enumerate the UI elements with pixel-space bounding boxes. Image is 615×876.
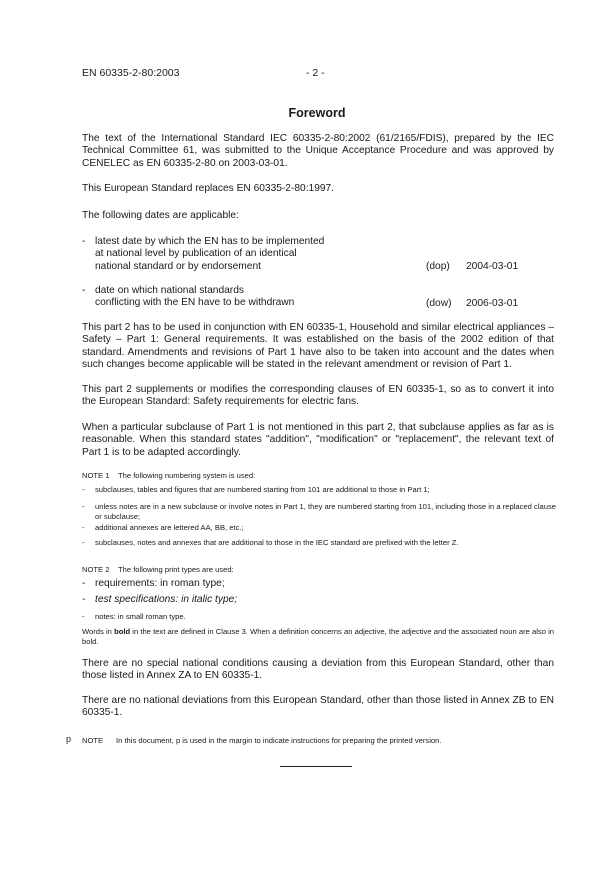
list-dash: - <box>82 612 85 621</box>
note1-item <box>82 485 556 495</box>
paragraph-national-deviations <box>82 695 554 720</box>
paragraph-subclause <box>82 422 554 459</box>
print-type-text: test specifications: in italic type; <box>95 594 238 605</box>
paragraph-text: The text of the International Standard IEC 60335-2-80:2002 (61/2165/FDIS), prepared by the IEC Technical Committee 61, was submitted to the Unique Acceptance Procedure and was approved by CENELEC as EN 60335-2-80 on 2003-03-01. <box>82 133 554 169</box>
date-line: date on which national standards <box>95 285 244 296</box>
list-dash: - <box>82 236 86 247</box>
print-type-item <box>82 578 225 590</box>
words-text: Words in <box>82 627 115 636</box>
date-line: latest date by which the EN has to be implemented <box>95 236 325 247</box>
paragraph-conjunction <box>82 322 554 371</box>
date-item-dow <box>82 285 556 310</box>
note-label: NOTE 2 <box>82 565 110 574</box>
paragraph-text: There are no national deviations from this European Standard, other than those listed in Annex ZB to EN 60335-1. <box>82 695 554 719</box>
document-id: EN 60335-2-80:2003 <box>82 67 180 79</box>
paragraph-text: When a particular subclause of Part 1 is not mentioned in this part 2, that subclause applies as far as is reasonable. When this standard states "addition", "modification" or "replacement", the relevant text of Part 1 is to be adapted accordingly. <box>82 422 554 458</box>
date-item-dop <box>82 236 556 273</box>
note1-heading <box>82 471 554 481</box>
section-title: Foreword <box>288 106 346 120</box>
list-dash: - <box>82 485 85 494</box>
print-type-text: notes: in small roman type. <box>95 612 186 621</box>
words-text: in the text are defined in Clause 3. When a definition concerns an adjective, the adjective and the associated noun are also in bold. <box>82 627 554 646</box>
note-item-text: subclauses, tables and figures that are numbered starting from 101 are additional to those in Part 1; <box>95 485 430 494</box>
note1-item <box>82 523 556 533</box>
note1-item <box>82 538 556 548</box>
date-value: 2004-03-01 <box>466 260 519 272</box>
bold-word: bold <box>114 627 131 636</box>
note-label: NOTE 1 <box>82 471 110 480</box>
list-dash: - <box>82 502 85 511</box>
paragraph-text: There are no special national conditions causing a deviation from this European Standard, other than those listed in Annex ZA to EN 60335-1. <box>82 658 554 682</box>
paragraph-dates-intro <box>82 210 554 222</box>
list-dash: - <box>82 523 85 532</box>
date-code: (dow) <box>426 297 452 309</box>
date-line: national standard or by endorsement <box>95 260 261 272</box>
note-text: The following numbering system is used: <box>118 471 256 480</box>
date-value: 2006-03-01 <box>466 297 519 309</box>
note-item-text: unless notes are in a new subclause or involve notes in Part 1, they are numbered starting from 101, including those in a replaced clause or subclause; <box>95 502 556 521</box>
paragraph-text: This part 2 has to be used in conjunction with EN 60335-1, Household and similar electrical appliances – Safety – Part 1: General requirements. It was established on the basis of the 2002 edition of that standard. Amendments and revisions of Part 1 have also to be taken into account and the dates when such changes become applicable will be stated in the relevant amendment or revision of Part 1. <box>82 322 554 370</box>
paragraph-intro <box>82 133 554 170</box>
paragraph-supplements <box>82 384 554 409</box>
note-item-text: additional annexes are lettered AA, BB, etc.; <box>95 523 244 532</box>
paragraph-text: This European Standard replaces EN 60335-2-80:1997. <box>82 183 335 194</box>
note-text: In this document, p is used in the margin to indicate instructions for preparing the printed version. <box>116 736 442 745</box>
note-item-text: subclauses, notes and annexes that are additional to those in the IEC standard are prefixed with the letter Z. <box>95 538 459 547</box>
date-line: conflicting with the EN have to be withdrawn <box>95 297 295 309</box>
bold-words-note <box>82 627 554 646</box>
date-line: at national level by publication of an identical <box>95 248 297 260</box>
note-text: The following print types are used: <box>118 565 234 574</box>
note1-item <box>82 502 556 521</box>
print-type-text: requirements: in roman type; <box>95 578 225 589</box>
paragraph-text: This part 2 supplements or modifies the corresponding clauses of EN 60335-1, so as to convert it into the European Standard: Safety requirements for electric fans. <box>82 384 554 408</box>
end-rule <box>280 766 352 767</box>
paragraph-text: The following dates are applicable: <box>82 210 239 221</box>
margin-mark: p <box>66 734 72 744</box>
list-dash: - <box>82 538 85 547</box>
print-type-item <box>82 594 237 606</box>
paragraph-national-conditions <box>82 658 554 683</box>
page-number: - 2 - <box>306 67 325 79</box>
note-label: NOTE <box>82 736 104 745</box>
date-code: (dop) <box>426 260 450 272</box>
note2-heading <box>82 565 234 575</box>
paragraph-replaces <box>82 183 554 195</box>
list-dash: - <box>82 594 86 605</box>
date-description <box>95 285 335 310</box>
date-description <box>95 236 335 273</box>
print-type-item <box>82 611 186 623</box>
list-dash: - <box>82 578 86 589</box>
list-dash: - <box>82 285 86 296</box>
